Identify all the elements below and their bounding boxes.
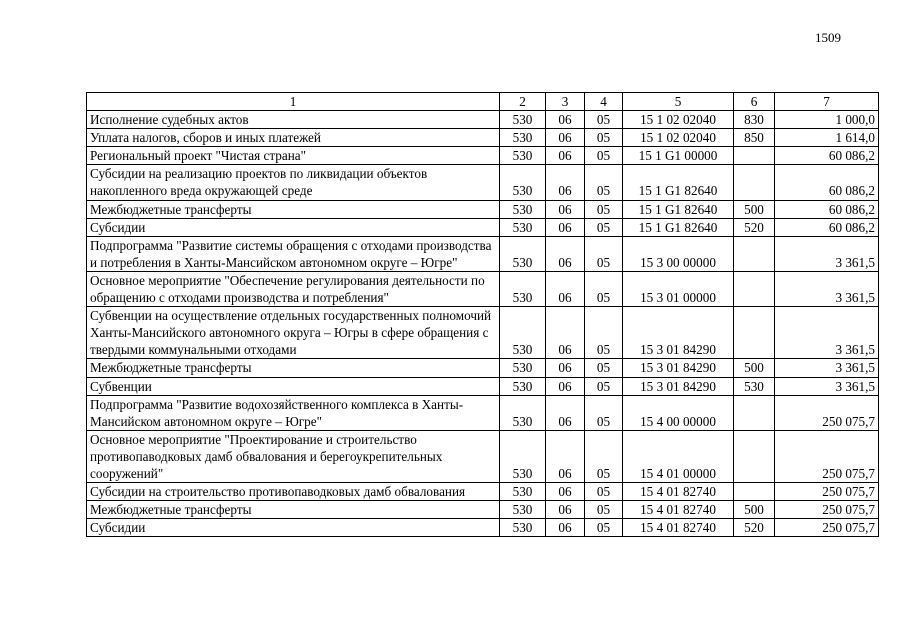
item-name-cell: Основное мероприятие "Проектирование и строительство противопаводковых дамб обвалования и берегоукрепительных сооружений" (87, 430, 500, 482)
column-header: 3 (546, 93, 585, 111)
ministry-code-cell: 530 (500, 111, 546, 129)
section-code-cell: 06 (546, 519, 585, 537)
table-row (87, 218, 879, 236)
item-name-cell: Субвенции на осуществление отдельных государственных полномочий Ханты-Мансийского автономного округа – Югры в сфере обращения с твердыми коммунальными отходами (87, 307, 500, 359)
expense-type-cell: 530 (734, 377, 775, 395)
ministry-code-cell: 530 (500, 430, 546, 482)
item-name-cell: Основное мероприятие "Обеспечение регулирования деятельности по обращению с отходами производства и потребления" (87, 271, 500, 306)
target-article-cell: 15 1 02 02040 (623, 129, 734, 147)
table-row (87, 111, 879, 129)
target-article-cell: 15 3 01 84290 (623, 359, 734, 377)
target-article-cell: 15 4 01 82740 (623, 501, 734, 519)
table-body (87, 111, 879, 537)
subsection-code-cell: 05 (585, 359, 623, 377)
expense-type-cell: 500 (734, 359, 775, 377)
ministry-code-cell: 530 (500, 165, 546, 200)
item-name-cell: Межбюджетные трансферты (87, 359, 500, 377)
ministry-code-cell: 530 (500, 483, 546, 501)
table-header-row (87, 93, 879, 111)
expense-type-cell (734, 307, 775, 359)
subsection-code-cell: 05 (585, 200, 623, 218)
amount-cell: 3 361,5 (775, 307, 879, 359)
item-name-cell: Субсидии на строительство противопаводковых дамб обвалования (87, 483, 500, 501)
section-code-cell: 06 (546, 430, 585, 482)
table-row (87, 430, 879, 482)
expense-type-cell (734, 147, 775, 165)
target-article-cell: 15 1 G1 82640 (623, 218, 734, 236)
target-article-cell: 15 1 G1 82640 (623, 200, 734, 218)
target-article-cell: 15 3 00 00000 (623, 236, 734, 271)
expense-type-cell (734, 271, 775, 306)
subsection-code-cell: 05 (585, 165, 623, 200)
amount-cell: 3 361,5 (775, 271, 879, 306)
expense-type-cell: 500 (734, 501, 775, 519)
section-code-cell: 06 (546, 483, 585, 501)
expense-type-cell (734, 483, 775, 501)
item-name-cell: Субсидии на реализацию проектов по ликвидации объектов накопленного вреда окружающей среде (87, 165, 500, 200)
ministry-code-cell: 530 (500, 307, 546, 359)
amount-cell: 250 075,7 (775, 501, 879, 519)
subsection-code-cell: 05 (585, 129, 623, 147)
item-name-cell: Субсидии (87, 218, 500, 236)
column-header: 4 (585, 93, 623, 111)
table-row (87, 483, 879, 501)
page-number: 1509 (815, 30, 841, 45)
amount-cell: 250 075,7 (775, 519, 879, 537)
subsection-code-cell: 05 (585, 271, 623, 306)
target-article-cell: 15 4 01 82740 (623, 483, 734, 501)
ministry-code-cell: 530 (500, 395, 546, 430)
target-article-cell: 15 4 00 00000 (623, 395, 734, 430)
table-row (87, 359, 879, 377)
column-header: 5 (623, 93, 734, 111)
table-row (87, 519, 879, 537)
ministry-code-cell: 530 (500, 236, 546, 271)
table-row (87, 129, 879, 147)
target-article-cell: 15 1 G1 82640 (623, 165, 734, 200)
section-code-cell: 06 (546, 395, 585, 430)
amount-cell: 60 086,2 (775, 218, 879, 236)
subsection-code-cell: 05 (585, 218, 623, 236)
amount-cell: 3 361,5 (775, 359, 879, 377)
section-code-cell: 06 (546, 377, 585, 395)
target-article-cell: 15 1 02 02040 (623, 111, 734, 129)
amount-cell: 60 086,2 (775, 165, 879, 200)
ministry-code-cell: 530 (500, 200, 546, 218)
column-header: 6 (734, 93, 775, 111)
expense-type-cell: 850 (734, 129, 775, 147)
ministry-code-cell: 530 (500, 271, 546, 306)
subsection-code-cell: 05 (585, 236, 623, 271)
subsection-code-cell: 05 (585, 377, 623, 395)
subsection-code-cell: 05 (585, 430, 623, 482)
amount-cell: 250 075,7 (775, 395, 879, 430)
section-code-cell: 06 (546, 236, 585, 271)
expense-type-cell: 830 (734, 111, 775, 129)
column-header: 1 (87, 93, 500, 111)
table-row (87, 501, 879, 519)
ministry-code-cell: 530 (500, 501, 546, 519)
amount-cell: 3 361,5 (775, 377, 879, 395)
table-row (87, 236, 879, 271)
target-article-cell: 15 3 01 00000 (623, 271, 734, 306)
target-article-cell: 15 1 G1 00000 (623, 147, 734, 165)
section-code-cell: 06 (546, 147, 585, 165)
expense-type-cell (734, 430, 775, 482)
amount-cell: 250 075,7 (775, 430, 879, 482)
table-row (87, 395, 879, 430)
table-row (87, 147, 879, 165)
item-name-cell: Уплата налогов, сборов и иных платежей (87, 129, 500, 147)
ministry-code-cell: 530 (500, 359, 546, 377)
section-code-cell: 06 (546, 218, 585, 236)
expense-type-cell: 520 (734, 218, 775, 236)
ministry-code-cell: 530 (500, 377, 546, 395)
item-name-cell: Межбюджетные трансферты (87, 501, 500, 519)
column-header: 7 (775, 93, 879, 111)
item-name-cell: Подпрограмма "Развитие водохозяйственного комплекса в Ханты-Мансийском автономном округе – Югре" (87, 395, 500, 430)
subsection-code-cell: 05 (585, 501, 623, 519)
subsection-code-cell: 05 (585, 307, 623, 359)
subsection-code-cell: 05 (585, 395, 623, 430)
item-name-cell: Субвенции (87, 377, 500, 395)
column-header: 2 (500, 93, 546, 111)
item-name-cell: Региональный проект "Чистая страна" (87, 147, 500, 165)
budget-table (86, 92, 879, 537)
amount-cell: 250 075,7 (775, 483, 879, 501)
table-row (87, 200, 879, 218)
target-article-cell: 15 3 01 84290 (623, 307, 734, 359)
target-article-cell: 15 4 01 00000 (623, 430, 734, 482)
table-row (87, 271, 879, 306)
subsection-code-cell: 05 (585, 147, 623, 165)
section-code-cell: 06 (546, 200, 585, 218)
amount-cell: 60 086,2 (775, 200, 879, 218)
section-code-cell: 06 (546, 165, 585, 200)
ministry-code-cell: 530 (500, 147, 546, 165)
section-code-cell: 06 (546, 271, 585, 306)
table-row (87, 307, 879, 359)
expense-type-cell: 520 (734, 519, 775, 537)
expense-type-cell (734, 395, 775, 430)
amount-cell: 3 361,5 (775, 236, 879, 271)
section-code-cell: 06 (546, 359, 585, 377)
item-name-cell: Исполнение судебных актов (87, 111, 500, 129)
subsection-code-cell: 05 (585, 111, 623, 129)
expense-type-cell: 500 (734, 200, 775, 218)
item-name-cell: Межбюджетные трансферты (87, 200, 500, 218)
section-code-cell: 06 (546, 111, 585, 129)
target-article-cell: 15 4 01 82740 (623, 519, 734, 537)
ministry-code-cell: 530 (500, 218, 546, 236)
expense-type-cell (734, 236, 775, 271)
section-code-cell: 06 (546, 307, 585, 359)
subsection-code-cell: 05 (585, 483, 623, 501)
table-row (87, 165, 879, 200)
ministry-code-cell: 530 (500, 519, 546, 537)
subsection-code-cell: 05 (585, 519, 623, 537)
expense-type-cell (734, 165, 775, 200)
ministry-code-cell: 530 (500, 129, 546, 147)
item-name-cell: Субсидии (87, 519, 500, 537)
table-row (87, 377, 879, 395)
section-code-cell: 06 (546, 501, 585, 519)
item-name-cell: Подпрограмма "Развитие системы обращения с отходами производства и потребления в Ханты-Мансийском автономном округе – Югре" (87, 236, 500, 271)
amount-cell: 1 000,0 (775, 111, 879, 129)
amount-cell: 1 614,0 (775, 129, 879, 147)
section-code-cell: 06 (546, 129, 585, 147)
amount-cell: 60 086,2 (775, 147, 879, 165)
target-article-cell: 15 3 01 84290 (623, 377, 734, 395)
